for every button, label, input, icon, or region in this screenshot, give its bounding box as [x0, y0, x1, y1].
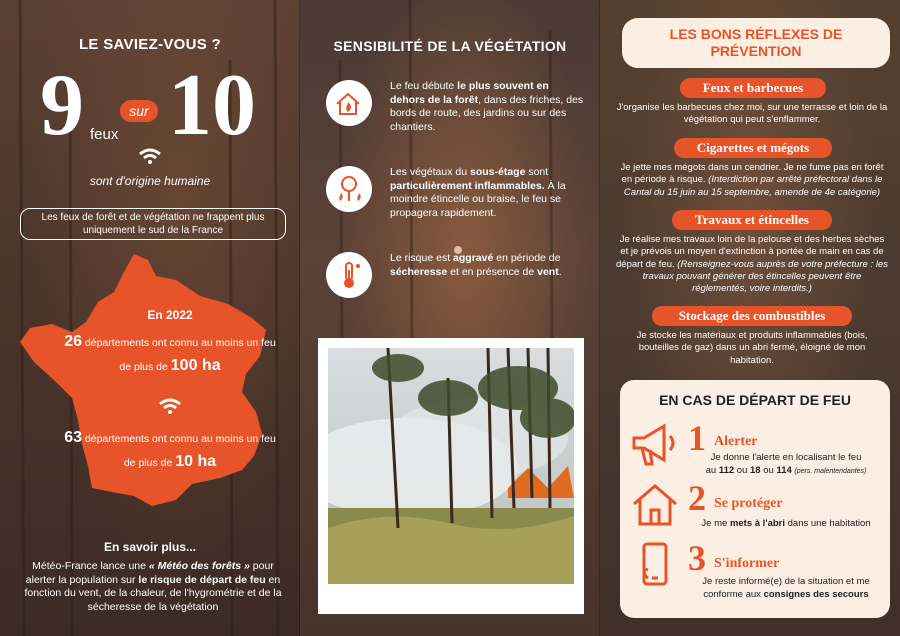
sens2-d: particulièrement inflammables. — [390, 179, 545, 192]
meteo-t3: pour alerter la population sur — [25, 560, 274, 586]
signal-icon — [158, 398, 182, 414]
panel-le-saviez-vous — [0, 0, 300, 636]
sens3-a: Le risque est — [390, 252, 451, 264]
alerter-t3: ou — [736, 464, 748, 476]
informer-t1: Je reste informé(e) de la situation et me conforme aux — [702, 576, 870, 600]
feux-label: feux — [90, 126, 119, 143]
stat1-value: 100 ha — [170, 357, 221, 374]
alerter-t5: (pers. malentendantes) — [794, 467, 867, 475]
sens3-c: en période de — [496, 252, 561, 264]
step-alerter — [630, 420, 886, 476]
step-text-alerter — [686, 452, 886, 478]
pill-feux-barbecues: Feux et barbecues — [680, 78, 826, 98]
big-number-9: 9 — [40, 57, 84, 154]
sens1-c: , dans des friches, des bords de route, des jardins ou sur des chantiers. — [390, 93, 584, 133]
stat2-number: 63 — [64, 429, 82, 446]
step-se-proteger — [630, 480, 886, 536]
panel-bons-reflexes — [600, 0, 900, 636]
stat2-value: 10 ha — [175, 453, 217, 470]
text-feux-barbecues: J'organise les barbecues chez moi, sur une terrasse et loin de la végétation qui peut s'enflammer. — [616, 102, 888, 126]
map-stat-100ha — [60, 330, 280, 378]
travaux-italic: (Renseignez-vous auprès de votre préfecture : les travaux pouvant générer des étincelles peuvent être réglementés, voire interdits.) — [642, 258, 888, 295]
sens-text-1 — [390, 80, 586, 135]
saviez-vous-title: LE SAVIEZ-VOUS ? — [78, 36, 222, 53]
text-cigarettes-megots — [616, 162, 888, 199]
france-map — [16, 252, 276, 514]
meteo-forets-name: « Météo des forêts » — [148, 560, 250, 572]
proteger-t1: Je me — [701, 518, 728, 529]
phone-18: 18 — [750, 464, 761, 476]
stat1-text: départements ont connu au moins un feu de plus de — [84, 337, 276, 373]
alerter-t1: Je donne l'alerte en localisant le feu — [710, 452, 862, 463]
proteger-b: mets à l'abri — [729, 518, 785, 529]
step-number-3: 3 — [688, 538, 706, 578]
sens3-e: et en présence de — [450, 265, 535, 278]
sur-badge: sur — [120, 100, 158, 122]
header-line-1: LES BONS RÉFLEXES DE — [669, 25, 843, 42]
sens-text-3 — [390, 252, 586, 298]
map-year: En 2022 — [147, 308, 193, 322]
informer-b: consignes des secours — [763, 588, 869, 600]
sens3-b: aggravé — [453, 252, 494, 264]
sens-row-2 — [326, 166, 586, 221]
meteo-des-forets-text — [18, 560, 288, 615]
sens3-f: vent — [537, 265, 559, 278]
thermometer-icon — [326, 252, 372, 298]
en-cas-de-depart-de-feu-box — [620, 380, 890, 618]
meteo-risque: le risque de départ de feu — [138, 573, 266, 586]
map-stat-10ha — [60, 426, 280, 474]
big-number-10: 10 — [168, 57, 256, 154]
step-text-se-proteger — [686, 518, 886, 531]
step-title-se-proteger: Se protéger — [714, 496, 783, 511]
cas-title: EN CAS DE DÉPART DE FEU — [659, 392, 851, 408]
panel-sensibilite — [300, 0, 600, 636]
stat1-number: 26 — [64, 333, 82, 350]
pill-travaux-etincelles: Travaux et étincelles — [672, 210, 832, 230]
forest-fire-photo — [318, 338, 584, 614]
tree-fire-icon — [326, 166, 372, 212]
note-box: Les feux de forêt et de végétation ne frappent plus uniquement le sud de la France — [20, 208, 286, 240]
pill-cigarettes-megots: Cigarettes et mégots — [674, 138, 832, 158]
sens3-d: sécheresse — [390, 265, 448, 278]
sens-row-3 — [326, 252, 586, 298]
sens2-a: Les végétaux du — [390, 166, 468, 178]
step-title-alerter: Alerter — [714, 434, 758, 449]
meteo-t5: en fonction du vent, de la chaleur, de l'hygrométrie et de la sécheresse de la végétation — [24, 573, 282, 613]
sens-row-1 — [326, 80, 586, 135]
step-number-1: 1 — [688, 418, 706, 458]
bons-reflexes-header — [622, 18, 890, 68]
sens3-g: . — [558, 265, 562, 278]
stat2-text: départements ont connu au moins un feu de plus de — [84, 433, 276, 469]
sens2-e: À la moindre étincelle ou braise, le feu se propagera rapidement. — [390, 179, 566, 219]
step-s-informer — [630, 540, 886, 610]
house-fire-icon — [326, 80, 372, 126]
sens1-b: le plus souvent en dehors de la forêt — [390, 80, 549, 106]
step-number-2: 2 — [688, 478, 706, 518]
meteo-t1: Météo-France lance une — [32, 560, 146, 572]
sens-text-2 — [390, 166, 586, 221]
signal-icon — [138, 148, 162, 164]
phone-114: 114 — [776, 464, 792, 476]
step-title-s-informer: S'informer — [714, 556, 780, 571]
alerter-t4: ou — [763, 464, 774, 476]
step-text-s-informer — [686, 576, 886, 602]
megaphone-icon — [630, 420, 680, 470]
text-stockage-combustibles: Je stocke les matériaux et produits inflammables (bois, bouteilles de gaz) dans un abri fermé, éloigné de mon habitation. — [636, 330, 868, 366]
cigarettes-italic: (Interdiction par arrêté préfectoral dans le Cantal du 15 juin au 15 septembre, amende de 4e catégorie) — [623, 174, 883, 198]
origine-humaine-text: sont d'origine humaine — [89, 174, 211, 188]
cigarettes-text: Je jette mes mégots dans un cendrier. Je ne fume pas en forêt en période à risque. — [620, 162, 884, 186]
smartphone-icon — [630, 540, 680, 590]
sens2-c: sont — [528, 166, 549, 178]
alerter-t2: au — [705, 464, 717, 476]
pill-stockage-combustibles: Stockage des combustibles — [652, 306, 852, 326]
sensibilite-title: SENSIBILITÉ DE LA VÉGÉTATION — [333, 38, 567, 54]
forest-fire-illustration — [328, 348, 574, 584]
sens2-b: sous-étage — [469, 166, 526, 178]
sens1-a: Le feu débute — [390, 80, 455, 92]
house-icon — [630, 480, 680, 530]
text-travaux-etincelles — [616, 234, 888, 296]
travaux-text: Je réalise mes travaux loin de la pelouse et des herbes sèches et je prévois un moyen d'extinction à portée de main en cas de départ de feu. — [616, 234, 885, 270]
proteger-t2: dans une habitation — [787, 518, 871, 529]
en-savoir-plus-heading: En savoir plus... — [103, 540, 197, 554]
header-line-2: PRÉVENTION — [710, 43, 802, 59]
phone-112: 112 — [718, 464, 735, 476]
